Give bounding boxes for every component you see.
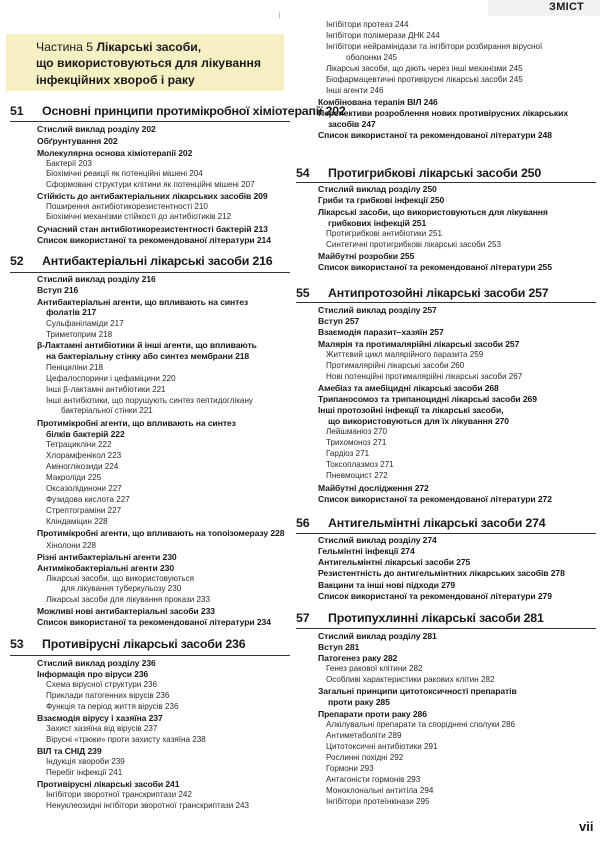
chapter-rule — [296, 182, 596, 183]
part-title-2: що використовуються для лікування — [36, 56, 262, 70]
toc-entry: проти раку 285 — [328, 697, 390, 707]
toc-subentry: Цефалоспорини і цефаміцини 220 — [46, 374, 176, 383]
toc-entry: Інформація про віруси 236 — [37, 669, 149, 679]
toc-entry: Майбутні дослідження 272 — [318, 483, 429, 493]
toc-entry: Препарати проти раку 286 — [318, 709, 427, 719]
toc-subentry: Інгібітори полімерази ДНК 244 — [326, 31, 440, 40]
toc-entry: Вступ 257 — [318, 316, 360, 326]
chapter-number: 55 — [296, 286, 310, 300]
toc-entry: Стислий виклад розділу 274 — [318, 535, 437, 545]
toc-subentry: Інгібітори протеаз 244 — [326, 20, 409, 29]
chapter-title: Антигельмінтні лікарські засоби 274 — [328, 516, 546, 530]
toc-subentry: для лікування туберкульозу 230 — [61, 584, 182, 593]
toc-subentry: Цитотоксичні антибіотики 291 — [326, 742, 438, 751]
chapter-rule — [10, 121, 290, 122]
toc-subentry: Протигрибкові антибіотики 251 — [326, 229, 442, 238]
chapter-number: 52 — [10, 254, 24, 268]
toc-entry: Резистентність до антигельмінтних лікарських засобів 278 — [318, 568, 565, 578]
toc-subentry: Інші антибіотики, що порушують синтез пептидоглікану — [46, 396, 253, 405]
toc-subentry: Трихомоноз 271 — [326, 438, 387, 447]
part-title-1: Лікарські засоби, — [96, 40, 202, 54]
toc-subentry: Поширення антибіотикорезистентності 210 — [46, 202, 208, 211]
toc-subentry: Триметоприм 218 — [46, 330, 113, 339]
toc-subentry: Ненуклеозидні інгібітори зворотної транскриптази 243 — [46, 801, 250, 810]
toc-subentry: Сульфаніламіди 217 — [46, 319, 124, 328]
toc-subentry: Захист хазяїна від вірусів 237 — [46, 724, 158, 733]
toc-subentry: Особливі характеристики ракових клітин 282 — [326, 675, 495, 684]
toc-entry: Стислий виклад розділу 236 — [37, 658, 156, 668]
toc-entry: Трипаносомоз та трипаноцидні лікарські засоби 269 — [318, 394, 537, 404]
toc-subentry: Токсоплазмоз 271 — [326, 460, 394, 469]
chapter-rule — [296, 302, 596, 303]
toc-subentry: Антагоністи гормонів 293 — [326, 775, 421, 784]
chapter-title: Антипротозойні лікарські засоби 257 — [328, 286, 549, 300]
toc-entry: Гриби та грибкові інфекції 250 — [318, 195, 445, 205]
toc-subentry: Життєвий цикл малярійного паразита 259 — [326, 350, 484, 359]
toc-entry: що використовуються для їх лікування 270 — [328, 416, 509, 426]
toc-entry: Малярія та протималярійні лікарські засоби 257 — [318, 339, 520, 349]
toc-entry: Амебіаз та амебіцидні лікарські засоби 268 — [318, 383, 499, 393]
chapter-title: Протигрибкові лікарські засоби 250 — [328, 166, 542, 180]
toc-subentry: Функція та період життя вірусів 236 — [46, 702, 179, 711]
toc-entry: Лікарські засоби, що використовуються для лікування — [318, 207, 548, 217]
toc-subentry: Тетрацикліни 222 — [46, 440, 112, 449]
toc-subentry: Стрептограміни 227 — [46, 506, 122, 515]
toc-entry: Антигельмінтні лікарські засоби 275 — [318, 557, 471, 567]
toc-entry: Взаємодія вірусу і хазяїна 237 — [37, 713, 163, 723]
toc-subentry: Моноклональні антитіла 294 — [326, 786, 434, 795]
toc-entry: β-Лактамні антибіотики й інші агенти, що впливають — [37, 340, 257, 350]
toc-entry: Стислий виклад розділу 257 — [318, 305, 437, 315]
toc-entry: Інші протозойні інфекції та лікарські засоби, — [318, 405, 504, 415]
chapter-rule — [296, 533, 596, 534]
page-number: vii — [579, 819, 594, 834]
toc-subentry: Індукція хвороби 239 — [46, 757, 125, 766]
toc-subentry: Макроліди 225 — [46, 473, 102, 482]
chapter-title: Протипухлинні лікарські засоби 281 — [328, 611, 544, 625]
toc-subentry: Біохімічні реакції як потенційні мішені 204 — [46, 169, 203, 178]
toc-subentry: Рослинні похідні 292 — [326, 753, 404, 762]
toc-entry: Противірусні лікарські засоби 241 — [37, 779, 180, 789]
toc-entry: Стислий виклад розділу 216 — [37, 274, 156, 284]
toc-entry: Різні антибактеріальні агенти 230 — [37, 552, 177, 562]
toc-subentry: Інші β-лактамні антибіотики 221 — [46, 385, 166, 394]
toc-entry: Стислий виклад розділу 250 — [318, 184, 437, 194]
toc-subentry: Оксазолідинони 227 — [46, 484, 122, 493]
toc-entry: Список використаної та рекомендованої літератури 214 — [37, 235, 271, 245]
toc-entry: Вакцини та інші нові підходи 279 — [318, 580, 456, 590]
toc-entry: на бактеріальну стінку або синтез мембрани 218 — [46, 351, 250, 361]
chapter-number: 54 — [296, 166, 310, 180]
toc-entry: Протимікробні агенти, що впливають на синтез — [37, 418, 236, 428]
toc-entry: Список використаної та рекомендованої літератури 248 — [318, 130, 552, 140]
toc-subentry: бактеріальної стінки 221 — [61, 406, 153, 415]
toc-subentry: Біофармацевтичні противірусні лікарські засоби 245 — [326, 75, 523, 84]
part-label: Частина 5 — [36, 40, 94, 54]
chapter-rule — [10, 655, 290, 656]
chapter-number: 51 — [10, 104, 24, 118]
chapter-title: Основні принципи протимікробної хіміотерапії 202 — [42, 104, 346, 118]
toc-entry: Антибактеріальні агенти, що впливають на синтез — [37, 297, 249, 307]
toc-entry: фолатів 217 — [46, 307, 97, 317]
toc-entry: Стислий виклад розділу 202 — [37, 124, 156, 134]
toc-entry: білків бактерій 222 — [46, 429, 125, 439]
chapter-number: 56 — [296, 516, 310, 530]
chapter-number: 53 — [10, 637, 24, 651]
toc-subentry: Фузидова кислота 227 — [46, 495, 130, 504]
chapter-rule — [10, 272, 290, 273]
toc-entry: Обґрунтування 202 — [37, 136, 118, 146]
toc-subentry: Алкілувальні препарати та споріднені сполуки 286 — [326, 720, 516, 729]
toc-subentry: Нові потенційні протималярійні лікарські засоби 267 — [326, 372, 523, 381]
toc-subentry: Гардіоз 271 — [326, 449, 370, 458]
toc-subentry: Лікарські засоби для лікування прокази 233 — [46, 595, 210, 604]
toc-entry: Майбутні розробки 255 — [318, 251, 415, 261]
toc-entry: Молекулярна основа хіміотерапії 202 — [37, 148, 193, 158]
part-title-3: інфекційних хвороб і раку — [36, 73, 195, 87]
toc-subentry: Сформовані структури клітини як потенційні мішені 207 — [46, 180, 255, 189]
toc-entry: Стислий виклад розділу 281 — [318, 631, 437, 641]
toc-entry: Можливі нові антибактеріальні засоби 233 — [37, 606, 215, 616]
toc-entry: Список використаної та рекомендованої літератури 279 — [318, 591, 552, 601]
chapter-rule — [296, 628, 596, 629]
toc-subentry: Біохімічні механізми стійкості до антибіотиків 212 — [46, 212, 232, 221]
toc-entry: грибкових інфекцій 251 — [328, 218, 427, 228]
toc-subentry: Приклади патогенних вірусів 236 — [46, 691, 170, 700]
chapter-number: 57 — [296, 611, 310, 625]
toc-subentry: Інгібітори нейрамінідази та інгібітори розбирання вірусної — [326, 42, 543, 51]
toc-subentry: Вірусні «трюки» проти захисту хазяїна 238 — [46, 735, 206, 744]
toc-subentry: Хінолони 228 — [46, 541, 97, 550]
chapter-title: Противірусні лікарські засоби 236 — [42, 637, 246, 651]
toc-entry: Список використаної та рекомендованої літератури 234 — [37, 617, 271, 627]
toc-subentry: Антиметаболіти 289 — [326, 731, 402, 740]
toc-subentry: Інші агенти 246 — [326, 86, 384, 95]
toc-entry: Комбінована терапія ВІЛ 246 — [318, 97, 438, 107]
toc-entry: ВІЛ та СНІД 239 — [37, 746, 102, 756]
toc-subentry: Хлорамфенікол 223 — [46, 451, 122, 460]
toc-entry: Перспективи розроблення нових противірусних лікарських — [318, 108, 568, 118]
toc-subentry: Протималярійні лікарські засоби 260 — [326, 361, 465, 370]
toc-subentry: Синтетичні протигрибкові лікарські засоби 253 — [326, 240, 502, 249]
toc-subentry: Пневмоцист 272 — [326, 471, 388, 480]
toc-entry: Гельмінтні інфекції 274 — [318, 546, 415, 556]
toc-subentry: Інгібітори зворотної транскриптази 242 — [46, 790, 192, 799]
toc-entry: Список використаної та рекомендованої літератури 255 — [318, 262, 552, 272]
toc-subentry: Гормони 293 — [326, 764, 374, 773]
toc-subentry: Лікарські засоби, що діють через інші механізми 245 — [326, 64, 523, 73]
toc-subentry: Перебіг інфекції 241 — [46, 768, 123, 777]
toc-entry: Патогенез раку 282 — [318, 653, 398, 663]
toc-subentry: оболонки 245 — [346, 53, 398, 62]
section-label: ЗМІСТ — [549, 1, 584, 13]
toc-entry: засобів 247 — [328, 119, 376, 129]
toc-subentry: Інгібітори протеїнкінази 295 — [326, 797, 430, 806]
toc-entry: Список використаної та рекомендованої літератури 272 — [318, 494, 552, 504]
pen-mark: ⁄ — [276, 10, 283, 20]
toc-entry: Загальні принципи цитотоксичності препаратів — [318, 686, 517, 696]
toc-subentry: Кліндаміцин 228 — [46, 517, 108, 526]
toc-subentry: Лейшманіоз 270 — [326, 427, 388, 436]
toc-entry: Вступ 281 — [318, 642, 360, 652]
toc-subentry: Схема вірусної структури 236 — [46, 680, 157, 689]
toc-subentry: Бактерії 203 — [46, 159, 92, 168]
section-tab — [488, 0, 600, 16]
toc-entry: Сучасний стан антибіотикорезистентності бактерій 213 — [37, 224, 268, 234]
toc-entry: Взаємодія паразит–хазяїн 257 — [318, 327, 444, 337]
toc-entry: Стійкість до антибактеріальних лікарських засобів 209 — [37, 191, 268, 201]
toc-entry: Протимікробні агенти, що впливають на топоізомеразу 228 — [37, 528, 285, 538]
toc-entry: Антимікобактеріальні агенти 230 — [37, 563, 175, 573]
chapter-title: Антибактеріальні лікарські засоби 216 — [42, 254, 273, 268]
toc-subentry: Пеніциліни 218 — [46, 363, 104, 372]
toc-subentry: Аміноглікозиди 224 — [46, 462, 119, 471]
part-heading — [6, 34, 284, 91]
toc-subentry: Генез ракової клітини 282 — [326, 664, 423, 673]
toc-subentry: Лікарські засоби, що використовуються — [46, 574, 195, 583]
toc-entry: Вступ 216 — [37, 285, 79, 295]
